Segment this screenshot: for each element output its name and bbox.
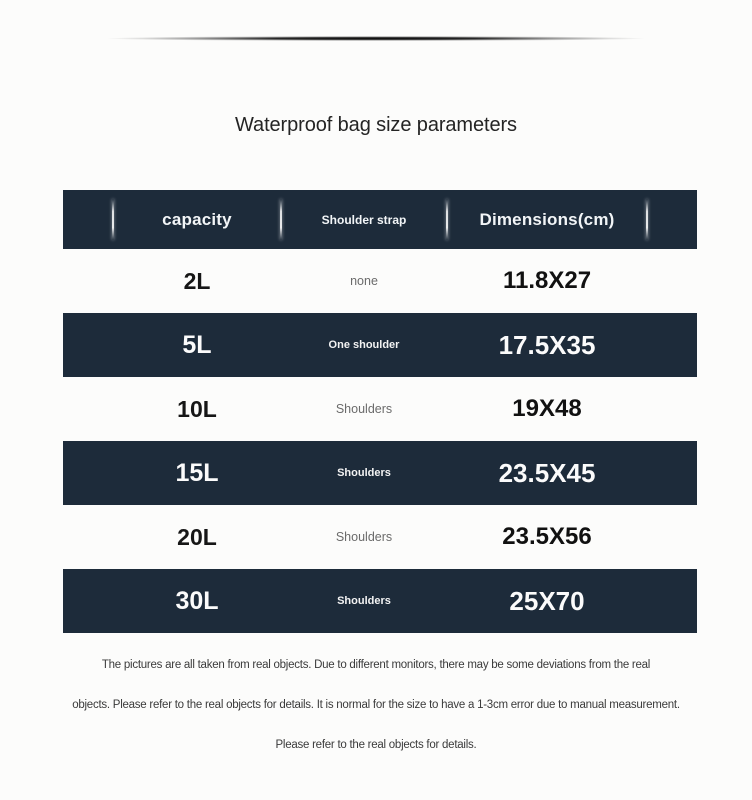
table-row [63,441,697,505]
cell-shoulder-strap: One shoulder [328,339,400,351]
column-header-dimensions: Dimensions(cm) [479,209,615,229]
table-row [63,569,697,633]
column-header-shoulder-strap: Shoulder strap [321,212,407,227]
table-row [63,505,697,569]
cell-capacity: 15L [175,458,219,487]
disclaimer-line: Please refer to the real objects for details. [275,739,477,751]
table-row [63,313,697,377]
cell-dimensions: 17.5X35 [498,329,596,360]
cell-dimensions: 23.5X45 [498,457,596,488]
cell-dimensions: 19X48 [512,395,582,422]
cell-shoulder-strap: Shoulders [335,402,393,416]
header-divider-line [646,199,648,240]
cell-shoulder-strap: Shoulders [335,530,393,544]
column-header-capacity: capacity [162,209,232,229]
top-divider-line [106,36,646,41]
cell-dimensions: 23.5X56 [502,523,592,550]
cell-capacity: 10L [177,395,217,422]
cell-dimensions: 11.8X27 [502,267,592,294]
size-table [63,190,697,633]
table-row [63,249,697,313]
cell-shoulder-strap: Shoulders [337,595,391,607]
disclaimer-line: objects. Please refer to the real objects for details. It is normal for the size to have a 1-3cm error due to manual measurement. [72,699,680,711]
header-divider-line [446,199,448,240]
header-divider-line [280,199,282,240]
cell-capacity: 30L [175,586,219,615]
disclaimer-line: The pictures are all taken from real objects. Due to different monitors, there may be some deviations from the real [101,659,651,671]
header-divider-line [112,199,114,240]
cell-capacity: 5L [182,330,212,359]
cell-shoulder-strap: none [350,274,378,288]
disclaimer [0,659,752,779]
cell-capacity: 2L [183,267,211,294]
table-row [63,377,697,441]
cell-dimensions: 25X70 [509,585,585,616]
cell-shoulder-strap: Shoulders [337,467,391,479]
cell-capacity: 20L [177,523,217,550]
table-header-row [63,190,697,249]
page-title: Waterproof bag size parameters [235,114,517,136]
